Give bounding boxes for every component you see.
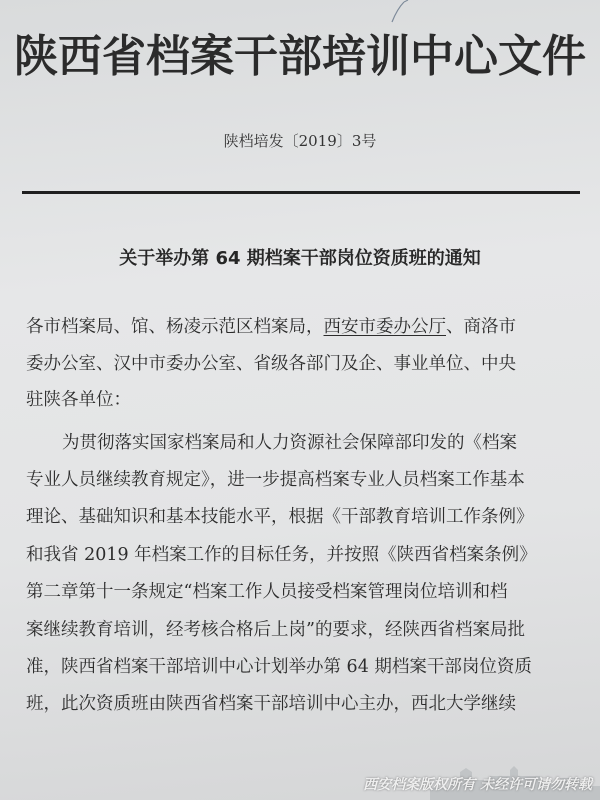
recipients-line-1: [26, 313, 516, 343]
body-line: 理论、基础知识和基本技能水平，根据《干部教育培训工作条例》: [26, 507, 534, 527]
recipient-underlined: 西安市委办公厅: [323, 317, 446, 337]
recipients-line-3: 驻陕各单位：: [26, 390, 131, 410]
recipients-line-2: 委办公室、汉中市委办公室、省级各部门及企、事业单位、中央: [26, 354, 516, 374]
copyright-watermark: 西安档案版权所有 未经许可请勿转载: [363, 777, 592, 793]
notice-title: 关于举办第 64 期档案干部岗位资质班的通知: [119, 248, 481, 269]
body-line: 案继续教育培训，经考核合格后上岗”的要求，经陕西省档案局批: [26, 620, 525, 640]
body-line: 和我省 2019 年档案工作的目标任务，并按照《陕西省档案条例》: [26, 545, 537, 565]
body-line: 为贯彻落实国家档案局和人力资源社会保障部印发的《档案: [62, 433, 517, 453]
recipients-text: 各市档案局、馆、杨凌示范区档案局，: [26, 317, 324, 337]
recipients-text: 、商洛市: [446, 317, 516, 337]
document-header-title: 陕西省档案干部培训中心文件: [14, 31, 586, 82]
body-line: 专业人员继续教育规定》，进一步提高档案专业人员档案工作基本: [26, 470, 525, 490]
body-line: 准，陕西省档案干部培训中心计划举办第 64 期档案干部岗位资质: [26, 657, 532, 677]
document-number: 陕档培发〔2019〕3号: [223, 132, 377, 150]
body-line: 第二章第十一条规定“档案工作人员接受档案管理岗位培训和档: [26, 582, 508, 602]
body-line: 班，此次资质班由陕西省档案干部培训中心主办，西北大学继续: [26, 694, 516, 714]
header-divider: [22, 191, 580, 194]
